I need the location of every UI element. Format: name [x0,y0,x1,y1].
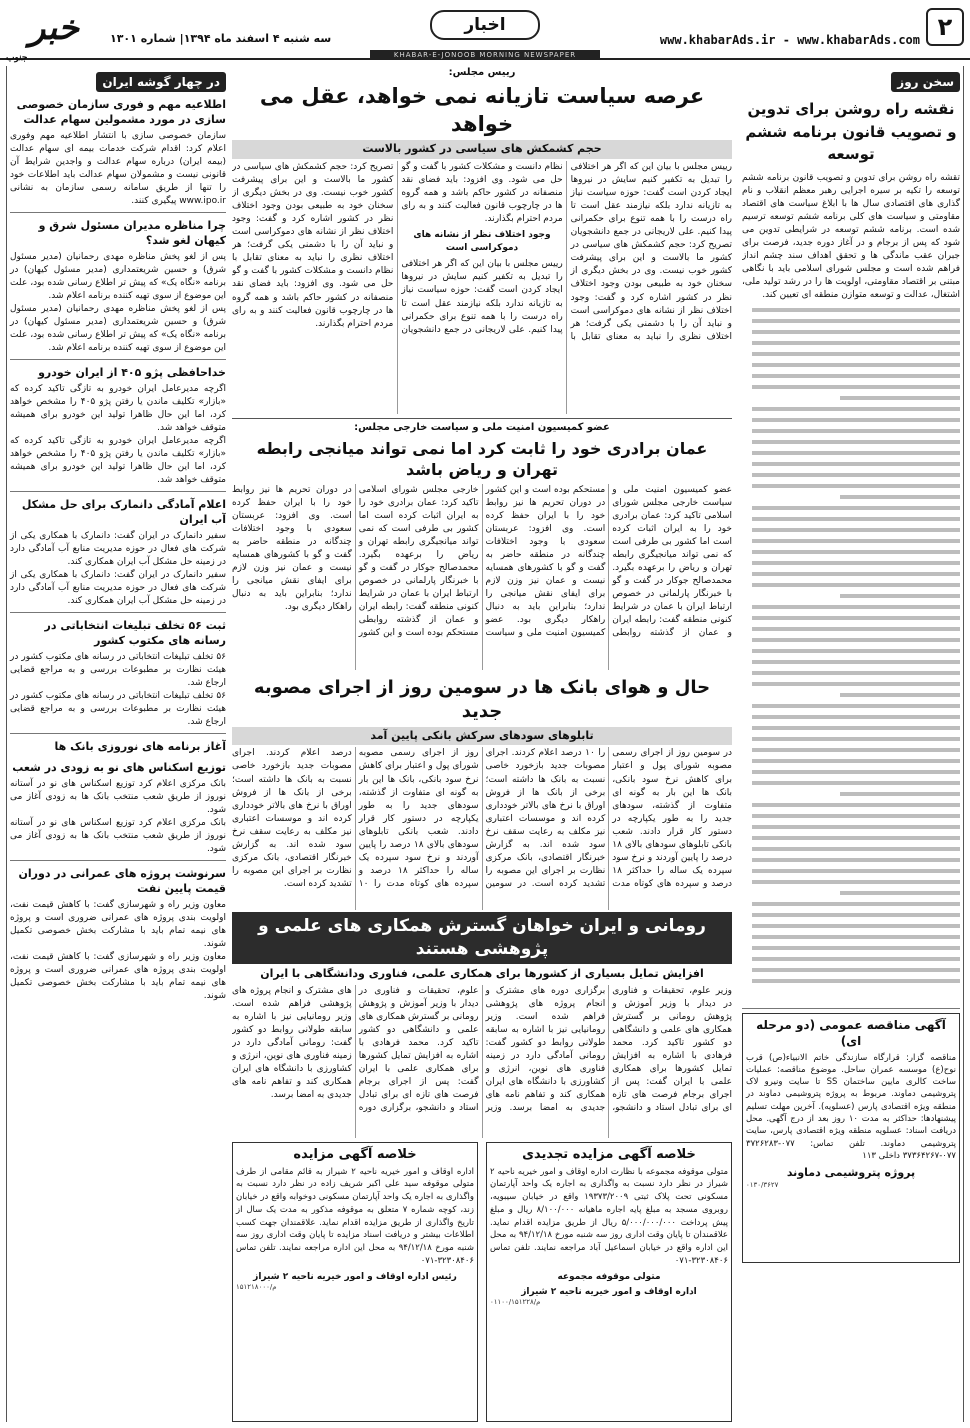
text-line [752,704,960,708]
text-line [840,495,960,499]
text-line [752,341,960,345]
brief-body-repeat: سفیر دانمارک در ایران گفت: دانمارک با همکاری یکی از شرکت های فعال در حوزه مدیریت منابع آب آمادگی دارد در زمینه حل مشکل آب ایران همکاری کند. [10,570,226,607]
story2-headline: عمان برادری خود را ثابت کرد اما نمی تواند میانجی رابطه تهران و ریاض باشد [256,438,708,480]
text-line [752,935,960,939]
briefs-list [10,98,226,1003]
brief-item [10,498,226,608]
story1-body [232,161,732,414]
text-line [752,374,960,378]
text-line [752,781,960,785]
text-line [752,682,960,686]
brief-item [10,867,226,1003]
text-line [752,539,960,543]
tender-ad-code: ۰۱۳۰/۳۶۲۷ [746,1181,779,1190]
text-line [752,715,960,719]
brief-title: اطلاعیه مهم و فوری سازمان خصوصی سازی در مورد مشمولین سهام عدالت [16,98,226,127]
text-line [752,638,960,642]
auction-ad-renewed [486,1142,732,1422]
brief-body: سازمان خصوصی سازی با انتشار اطلاعیه مهم وفوری اعلام کرد: اقدام شرکت خدمات بیمه ای سهام عدالت (بیمه ایران) درباره سهام عدالت و واجدین شرایط آن قانونی نیست و مشمولان سهام عدالت باید اطلاعات خود را تنها از طریق سامانه رسمی سازمان به نشانی www.ipo.ir پیگیری کنند. [10,130,226,207]
text-line [752,605,960,609]
brief-item [10,619,226,729]
text-line [752,616,960,620]
text-lines-placeholder [750,304,960,1004]
tender-ad-title: آگهی مناقصه عمومی (دو مرحله ای) [756,1018,946,1049]
auction-ad-renewed-signature-2: اداره اوقاف و امور خیریه ناحیه ۲ شیراز [521,1286,697,1297]
brief-item [10,219,226,355]
text-line [752,836,960,840]
text-line [752,924,960,928]
text-line [752,583,960,587]
story1-text: رییس مجلس با بیان این که اگر هر اختلافی را تبدیل به تکفیر کنیم سایش در نیروها ایجاد کردن است گفت: حوزه سیاست نیاز به تازیانه ندارد بلکه نیازمند عقل است تا راه درست را با همه تنوع برای حکمرانی پیدا کنیم. علی لاریجانی در جمع دانشجویان تصریح کرد: حجم کشمکش های سیاسی در کشور ما بالاست و این برای پیشرفت کشور خوب نیست. وی در بخش دیگری از سخنان خود به طبیعی بودن وجود اختلاف نظر در کشور اشاره کرد و گفت: وجود اختلاف نظر از نشانه های دموکراسی است و نباید آن را با دشمنی یکی گرفت؛ هر اختلاف نظری را نباید به معنای تقابل با نظام دانست و مشکلات کشور با گفت و گو حل می شود. وی افزود: باید فضای نقد منصفانه در کشور حاکم باشد و همه گروه ها در چارچوب قانون فعالیت کنند و به رای مردم احترام بگذارند. [401,162,732,342]
brief-body: اگرچه مدیرعامل ایران خودرو به تازگی تاکید کرده که «بازار» تکلیف ماندن یا رفتن پژو ۴۰۵ را مشخص خواهد کرد، اما این حال ظاهرا تولید این خودرو برای همیشه متوقف خواهد شد. [10,384,226,434]
brief-body: بانک مرکزی اعلام کرد توزیع اسکناس های نو در آستانه نوروز از طریق شعب منتخب بانک ها به زودی آغاز می شود. [10,779,226,816]
story2-text-repeat: عضو کمیسیون امنیت ملی و سیاست خارجی مجلس شورای اسلامی تاکید کرد: عمان برادری خود را به ایران اثبات کرده است اما کشور بی طرفی است که نمی تواند میانجیگری رابطه تهران و ریاض را برعهده بگیرد. محمدصالح جوکار در گفت و گو با خبرنگار پارلمانی در خصوص ارتباط ایران با عمان در شرایط کنونی منطقه گفت: رابطه ایران و عمان از گذشته روابطی مستحکم بوده است و این کشور در دوران تحریم ها نیز روابط خود را با ایران حفظ کرده است. وی افزود: عربستان سعودی با وجود اختلافات چندگانه در منطقه حاضر به گفت و گو با کشورهای همسایه نیست و عمان نیز وزن لازم برای ایفای نقش میانجی را ندارد؛ بنابراین باید به دنبال راهکار دیگری بود. [232,484,606,639]
brief-item [10,740,226,856]
news-briefs-column [6,66,226,1422]
brief-body: معاون وزیر راه و شهرسازی گفت: با کاهش قیمت نفت، اولویت بندی پروژه های عمرانی ضروری است و پروژه های نیمه تمام باید با مشارکت بخش خصوصی تکمیل شوند. [10,900,226,950]
text-line [752,462,960,466]
text-line [752,385,960,389]
story1-inline-subhead: وجود اختلاف نظر از نشانه های دموکراسی است [413,230,551,254]
brief-item [10,366,226,487]
auction-ad-signature: رئیس اداره اوقاف و امور خیریه ناحیه ۲ شیراز [253,1271,457,1282]
brief-title: اعلام آمادگی دانمارک برای حل مشکل آب ایران [21,498,226,527]
auction-ad-code: ۱۵۱۲۱۸۰۰۰/م [236,1282,277,1291]
text-line [752,418,960,422]
text-line [752,572,960,576]
text-line [752,517,960,521]
masthead [0,0,970,63]
editorial-label: سخن روز [891,72,960,92]
story1-headline: عرصه سیاست تازیانه نمی خواهد، عقل می خواهد [259,83,705,136]
auction-ad [232,1142,478,1422]
logo-subtext: جنوب [6,53,28,63]
story1-subhead: حجم کشمکش های سیاسی در کشور بالاست [232,140,732,159]
brief-title-2: توزیع اسکناس های نو به زودی در شعب [12,761,226,775]
auction-ad-renewed-signature: متولی موقوفه مجموعه [557,1271,661,1282]
logo-text: خبر [28,8,80,48]
text-line [752,869,960,873]
story3-body [232,747,732,910]
text-line [752,473,960,477]
english-name-bar: KHABAR-E-JONOOB MORNING NEWSPAPER [370,50,600,60]
story2-body [232,484,732,670]
brief-body-repeat: معاون وزیر راه و شهرسازی گفت: با کاهش قیمت نفت، اولویت بندی پروژه های عمرانی ضروری است و پروژه های نیمه تمام باید با مشارکت بخش خصوصی تکمیل شوند. [10,952,226,1002]
text-line [840,693,960,697]
newspaper-logo [4,4,104,63]
auction-ad-renewed-code: ۰۱۱۰۰/م/۱۵۱۲۲۸ [490,1297,541,1306]
brief-body-repeat: بانک مرکزی اعلام کرد توزیع اسکناس های نو در آستانه نوروز از طریق شعب منتخب بانک ها به زودی آغاز می شود. [10,818,226,855]
text-line [752,451,960,455]
editorial-title: نقشه راه روشن برای تدوین و تصویب قانون برنامه ششم توسعه [745,100,957,164]
brief-title: سرنوشت پروژه های عمرانی در دوران قیمت پایین نفت [18,867,226,896]
text-line [752,660,960,664]
brief-body-repeat: پس از لغو پخش مناظره مهدی رحمانیان (مدیر مسئول شرق) و حسین شریعتمداری (مدیر مسئول کیهان) در برنامه «نگاه یک» که پیش تر اطلاع رسانی شده بود، علت این موضوع از سوی تهیه کننده برنامه اعلام شد. [10,304,226,354]
brief-title: چرا مناظره مدیران مسئول شرق و کیهان لغو شد؟ [38,219,226,247]
brief-title: ثبت ۵۶ تخلف تبلیغات انتخاباتی در رسانه های مکتوب کشور [44,619,226,648]
brief-item [10,98,226,208]
story3-text-repeat: در سومین روز از اجرای رسمی مصوبه شورای پول و اعتبار برای کاهش نرخ سود بانکی، بانک ها این بار به گونه ای متفاوت از گذشته، سودهای جدید را به طور یکپارچه در دستور کار قرار دادند. شعب بانکی تابلوهای سودهای بالای ۱۸ درصد را پایین آوردند و نرخ سود سپرده یک ساله را حداکثر ۱۸ درصد و سپرده های کوتاه مدت را ۱۰ درصد اعلام کردند. اجرای مصوبات جدید بازخورد خاصی نسبت به بانک ها داشته است؛ برخی از بانک ها از فروش اوراق با نرخ های بالاتر خودداری کرده اند و موسسات اعتباری نیز مکلف به رعایت سقف نرخ سود شده اند. به گزارش خبرنگار اقتصادی، بانک مرکزی نظارت بر اجرای این مصوبه را تشدید کرده است. [232,748,527,889]
text-line [840,594,960,598]
brief-title: آغاز برنامه های نوروزی بانک ها [54,740,226,754]
text-line [752,737,960,741]
text-line [752,825,960,829]
auction-ad-renewed-title: خلاصه آگهی مزایده تجدیدی [522,1147,696,1162]
brief-body: ۵۶ تخلف تبلیغات انتخاباتی در رسانه های مکتوب کشور در هیئت نظارت بر مطبوعات بررسی و به مراجع قضایی ارجاع شد. [10,652,226,689]
text-line [752,308,960,312]
brief-body: سفیر دانمارک در ایران گفت: دانمارک با همکاری یکی از شرکت های فعال در حوزه مدیریت منابع آب آمادگی دارد در زمینه حل مشکل آب ایران همکاری کند. [10,531,226,568]
text-line [752,506,960,510]
text-line [752,484,960,488]
text-line [752,649,960,653]
text-line [752,814,960,818]
story4-text: وزیر علوم، تحقیقات و فناوری در دیدار با وزیر آموزش و پژوهش رومانی بر گسترش همکاری های علمی و دانشگاهی دو کشور تاکید کرد. محمد فرهادی با اشاره به افزایش تمایل کشورها برای همکاری علمی با ایران گفت: پس از اجرای برجام فرصت های تازه ای برای تبادل استاد و دانشجو، برگزاری دوره های مشترک و انجام پروژه های پژوهشی فراهم شده است. وزیر رومانیایی نیز با اشاره به سابقه طولانی روابط دو کشور گفت: رومانی آمادگی دارد در زمینه فناوری های نوین، انرژی و کشاورزی با دانشگاه های ایران همکاری کند و تفاهم نامه های جدیدی به امضا برسد. [485,985,732,1114]
story-romania [232,912,732,1138]
tender-ad [742,1013,960,1263]
story4-headline: رومانی و ایران خواهان گسترش همکاری های علمی و پژوهشی هستند [232,912,732,964]
text-line [752,979,960,983]
story4-body [232,985,732,1138]
brief-body: پس از لغو پخش مناظره مهدی رحمانیان (مدیر مسئول شرق) و حسین شریعتمداری (مدیر مسئول کیهان) در برنامه «نگاه یک» که پیش تر اطلاع رسانی شده بود، علت این موضوع از سوی تهیه کننده برنامه اعلام شد. [10,251,226,301]
story2-kicker: عضو کمیسیون امنیت ملی و سیاست خارجی مجلس: [354,422,610,433]
text-line [752,561,960,565]
text-line [752,330,960,334]
editorial-body: تقشه راه روشن برای تدوین و تصویب قانون برنامه ششم توسعه را تکیه بر سیره اجرایی رهبر معظم انقلاب و نام گذاری های اقتصادی سال ها با ابلاغ سیاست های اقتصاد مقاومتی و سیاست های کلی برنامه ششم توسعه ترسیم شده است. برنامه ششم توسعه در شرایطی تدوین می شود که پس از برجام و در آغاز دوره جدید، فرصت برای جبران عقب ماندگی ها و تحقق اهداف سند چشم انداز فراهم شده است و مجلس شورای اسلامی باید با نگاهی مبتنی بر اقتصاد مقاومتی، اولویت ها را در رشد تولید ملی، اشتغال، عدالت و توسعه متوازن منطقه ای تعیین کند. [742,172,960,301]
tender-ad-body: مناقصه گزار: قرارگاه سازندگی خاتم الانبیاء(ص) قرب نوح(ع) موسسه عمران ساحل. موضوع مناقصه: عملیات ساخت کالری مایین ساختمان SS تا سایت ونیرو لاک پتروشیمی دماوند. مربوط به پروژه پتروشیمی دماوند در منطقه ویژه اقتصادی پارس (عسلویه). آخرین مهلت تسلیم پیشنهادها: حداکثر به مدت ۱۰ روز بعد از درج آگهی. محل دریافت اسناد: عسلویه منطقه ویژه اقتصادی پارس، سایت پتروشیمی دماوند. تلفن تماس: ۰۷۷-۳۷۲۶۲۸۳ ۰۷۷-۳۷۳۶۴۲۶۷ داخلی ۱۱۳ [746,1052,956,1162]
dateline: سه شنبه ۴ اسفند ماه ۱۳۹۴| شماره ۱۳۰۱ [110,32,332,45]
center-columns [232,66,732,1422]
text-line [752,528,960,532]
tender-ad-footer: پروژه پتروشیمی دماوند [786,1166,916,1180]
story2-text: عضو کمیسیون امنیت ملی و سیاست خارجی مجلس شورای اسلامی تاکید کرد: عمان برادری خود را به ایران اثبات کرده است اما کشور بی طرفی است که نمی تواند میانجیگری رابطه تهران و ریاض را برعهده بگیرد. محمدصالح جوکار در گفت و گو با خبرنگار پارلمانی در خصوص ارتباط ایران با عمان در شرایط کنونی منطقه گفت: رابطه ایران و عمان از گذشته روابطی مستحکم بوده است و این کشور در دوران تحریم ها نیز روابط خود را با ایران حفظ کرده است. وی افزود: عربستان سعودی با وجود اختلافات چندگانه در منطقه حاضر به گفت و گو با کشورهای همسایه نیست و عمان نیز وزن لازم برای ایفای نقش میانجی را ندارد؛ بنابراین باید به دنبال راهکار دیگری بود. [485,484,732,639]
page-number: ۲ [926,8,964,46]
text-line [752,726,960,730]
brief-body-repeat: اگرچه مدیرعامل ایران خودرو به تازگی تاکید کرده که «بازار» تکلیف ماندن یا رفتن پژو ۴۰۵ را مشخص خواهد کرد، اما این حال ظاهرا تولید این خودرو برای همیشه متوقف خواهد شد. [10,436,226,486]
story4-subhead: افزایش تمایل بسیاری از کشورها برای همکاری علمی، فناوری ودانشگاهی با ایران [260,966,704,980]
story3-subhead: تابلوهای سودهای سرکش بانکی پایین آمد [232,727,732,746]
text-line [840,891,960,895]
brief-title: خداحافظی پژو ۴۰۵ از ایران خودرو [38,366,226,380]
text-line [752,759,960,763]
auction-ad-title: خلاصه آگهی مزایده [293,1147,417,1162]
text-line [752,847,960,851]
text-line [752,902,960,906]
section-title: اخبار [430,10,540,40]
text-line [752,407,960,411]
text-line [752,770,960,774]
text-line [752,803,960,807]
website-url[interactable]: www.khabarAds.ir - www.khabarAds.com [659,33,920,47]
story3-text: در سومین روز از اجرای رسمی مصوبه شورای پول و اعتبار برای کاهش نرخ سود بانکی، بانک ها این بار به گونه ای متفاوت از گذشته، سودهای جدید را به طور یکپارچه در دستور کار قرار دادند. شعب بانکی تابلوهای سودهای بالای ۱۸ درصد را پایین آوردند و نرخ سود سپرده یک ساله را حداکثر ۱۸ درصد و سپرده های کوتاه مدت را ۱۰ درصد اعلام کردند. اجرای مصوبات جدید بازخورد خاصی نسبت به بانک ها داشته است؛ برخی از بانک ها از فروش اوراق با نرخ های بالاتر خودداری کرده اند و موسسات اعتباری نیز مکلف به رعایت سقف نرخ سود شده اند. به گزارش خبرنگار اقتصادی، بانک مرکزی نظارت بر اجرای این مصوبه را تشدید کرده است. [485,748,732,889]
text-line [752,968,960,972]
auction-ad-body: اداره اوقاف و امور خیریه ناحیه ۲ شیراز به قائم مقامی از طرف متولی موقوفه سید علی اکبر شریف زاده در نظر دارد نسبت به واگذاری به اجاره یک واحد آپارتمان مسکونی دوخوابه واقع در خیابان زند، کوچه شماره ۷ متعلق به موقوفه مذکور به مدت یک سال از تاریخ واگذاری از طریق مزایده اقدام نماید. علاقمندان جهت کسب اطلاعات بیشتر و دریافت اسناد مزایده تا پایان وقت اداری روز سه شنبه مورخ ۹۴/۱۲/۱۸ به محل این اداره مراجعه نمایند. تلفن تماس ۳۲۳۰۸۴۰۶-۰۷۱ [236,1166,474,1266]
text-line [752,319,960,323]
story-parliament-speaker [232,66,732,414]
story1-text-repeat: رییس مجلس با بیان این که اگر هر اختلافی را تبدیل به تکفیر کنیم سایش در نیروها ایجاد کردن است گفت: حوزه سیاست نیاز به تازیانه ندارد بلکه نیازمند عقل است تا راه درست را با همه تنوع برای حکمرانی پیدا کنیم. علی لاریجانی در جمع دانشجویان تصریح کرد: حجم کشمکش های سیاسی در کشور ما بالاست و این برای پیشرفت کشور خوب نیست. وی در بخش دیگری از سخنان خود به طبیعی بودن وجود اختلاف نظر در کشور اشاره کرد و گفت: وجود اختلاف نظر از نشانه های دموکراسی است و نباید آن را با دشمنی یکی گرفت؛ هر اختلاف نظری را نباید به معنای تقابل با نظام دانست و مشکلات کشور با گفت و گو حل می شود. وی افزود: باید فضای نقد منصفانه در کشور حاکم باشد و همه گروه ها در چارچوب قانون فعالیت کنند و به رای مردم احترام بگذارند. [232,162,563,335]
auction-ad-renewed-body: متولی موقوفه مجموعه با نظارت اداره اوقاف و امور خیریه ناحیه ۲ شیراز در نظر دارد نسبت به واگذاری به اجاره یک واحد آپارتمان مسکونی تحت پلاک ثبتی ۱۹۳۷۳/۲۰۰۹ واقع در خیابان سیبویه، روبروی مسجد به مبلغ پایه اجاره ماهیانه ۸/۱۰۰/۰۰۰ ریال و مبلغ پیش پرداخت ۵/۰۰۰/۰۰۰/۰۰۰ ریال از طریق مزایده اقدام نماید. علاقمندان تا پایان وقت اداری روز سه شنبه مورخ ۹۴/۱۲/۱۸ به محل این اداره واقع در خیابان اسماعیل آباد مراجعه نمایند. تلفن تماس ۳۲۳۰۸۴۰۶-۰۷۱ [490,1166,729,1266]
text-line [752,363,960,367]
text-line [752,429,960,433]
editorial-column [742,66,964,1422]
text-line [752,440,960,444]
editorial-body-continued [742,304,960,1004]
text-line [752,946,960,950]
text-line [752,880,960,884]
text-line [840,792,960,796]
story1-kicker: رییس مجلس: [448,67,516,78]
text-line [752,627,960,631]
story3-headline: حال و هوای بانک ها در سومین روز از اجرای مصوبه جدید [253,677,711,723]
text-line [752,352,960,356]
text-line [752,957,960,961]
briefs-label: در چهار گوشه ایران [96,72,226,92]
story4-text-repeat: وزیر علوم، تحقیقات و فناوری در دیدار با وزیر آموزش و پژوهش رومانی بر گسترش همکاری های علمی و دانشگاهی دو کشور تاکید کرد. محمد فرهادی با اشاره به افزایش تمایل کشورها برای همکاری علمی با ایران گفت: پس از اجرای برجام فرصت های تازه ای برای تبادل استاد و دانشجو، برگزاری دوره های مشترک و انجام پروژه های پژوهشی فراهم شده است. وزیر رومانیایی نیز با اشاره به سابقه طولانی روابط دو کشور گفت: رومانی آمادگی دارد در زمینه فناوری های نوین، انرژی و کشاورزی با دانشگاه های ایران همکاری کند و تفاهم نامه های جدیدی به امضا برسد. [232,985,502,1114]
brief-body-repeat: ۵۶ تخلف تبلیغات انتخاباتی در رسانه های مکتوب کشور در هیئت نظارت بر مطبوعات بررسی و به مراجع قضایی ارجاع شد. [10,691,226,728]
text-line [752,550,960,554]
story-oman [232,418,732,670]
text-line [752,858,960,862]
text-line [752,671,960,675]
text-line [752,913,960,917]
text-line [752,748,960,752]
text-line [840,396,960,400]
story-banks [232,674,732,910]
